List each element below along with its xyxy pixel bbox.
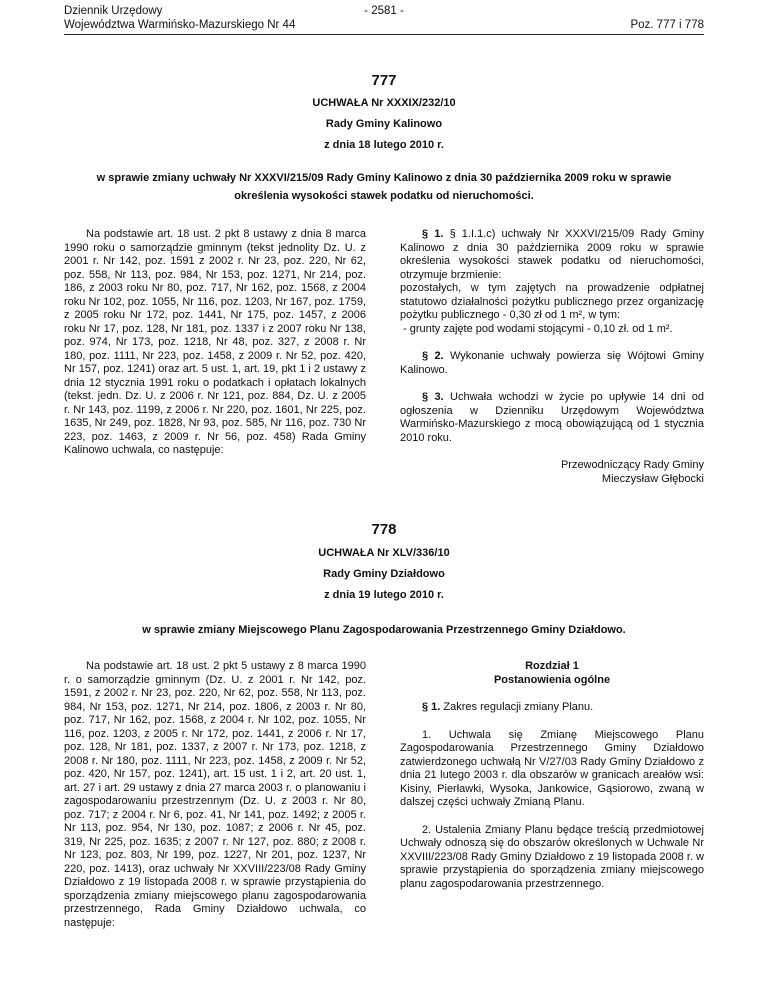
act778-preamble-column <box>64 660 366 930</box>
act778-paragraphs-column <box>400 660 704 891</box>
act778-chapter-title: Postanowienia ogólne <box>493 673 611 686</box>
act777-par1-label: § 1. <box>422 228 444 240</box>
act778-title: UCHWAŁA Nr XLV/336/10 <box>318 547 450 559</box>
act777-preamble-column <box>64 228 366 458</box>
act777-par2 <box>400 350 704 377</box>
act777-par3 <box>400 391 704 445</box>
act777-number: 777 <box>371 72 397 89</box>
act777-par1-line3: - grunty zajęte pod wodami stojącymi - 0,10 zł. od 1 m². <box>403 322 673 335</box>
act778-point1: 1. Uchwala się Zmianę Miejscowego Planu Zagospodarowania Przestrzennego Gminy Działdowo zatwierdzonego uchwałą Nr V/27/03 Rady Gminy Działdowo z dnia 21 lutego 2003 r. dla obszarów w granicach areałów wsi: Kisiny, Pierławki, Wysoka, Jankowice, Gąsiorowo, zwaną w dalszej części uchwały Zmianą Planu. <box>400 728 704 808</box>
journal-line1: Dziennik Urzędowy <box>64 5 163 17</box>
act777-par1-text: § 1.I.1.c) uchwały Nr XXXVI/215/09 Rady Gminy Kalinowo z dnia 30 października 2009 roku w sprawie określenia wysokości stawek podatku od nieruchomości, otrzymuje brzmienie: <box>400 228 704 281</box>
act777-body: Rady Gminy Kalinowo <box>325 118 443 130</box>
act777-signer-role: Przewodniczący Rady Gminy <box>560 459 704 471</box>
act777-par2-text: Wykonanie uchwały powierza się Wójtowi Gminy Kalinowo. <box>400 350 704 376</box>
act777-title: UCHWAŁA Nr XXXIX/232/10 <box>312 97 456 109</box>
act778-par1-label: § 1. <box>422 701 441 713</box>
act777-date: z dnia 18 lutego 2010 r. <box>324 139 444 151</box>
page-number: - 2581 - <box>364 5 404 17</box>
header-divider <box>64 34 704 35</box>
act777-par2-label: § 2. <box>422 350 444 362</box>
act777-subject-line2: określenia wysokości stawek podatku od nieruchomości. <box>234 190 534 202</box>
act778-number: 778 <box>371 521 397 538</box>
act777-par3-label: § 3. <box>422 391 444 403</box>
act778-date: z dnia 19 lutego 2010 r. <box>324 589 444 601</box>
act777-par3-text: Uchwała wchodzi w życie po upływie 14 dni od ogłoszenia w Dzienniku Urzędowym Województwa Warmińsko-Mazurskiego z mocą obowiązującą od 1 stycznia 2010 roku. <box>400 391 704 444</box>
positions-label: Poz. 777 i 778 <box>630 19 704 31</box>
act777-par1-line2: pozostałych, w tym zajętych na prowadzenie odpłatnej statutowo działalności pożytku publicznego przez organizację pożytku publicznego - 0,30 zł od 1 m², w tym: <box>400 282 704 321</box>
act778-body: Rady Gminy Działdowo <box>323 568 445 580</box>
act777-paragraphs-column <box>400 228 704 486</box>
act777-signer-name: Mieczysław Głębocki <box>601 472 704 485</box>
act777-subject-line1: w sprawie zmiany uchwały Nr XXXVI/215/09 Rady Gminy Kalinowo z dnia 30 października 2009 roku w sprawie <box>96 172 672 184</box>
act778-chapter: Rozdział 1 <box>525 660 579 672</box>
act778-point2: 2. Ustalenia Zmiany Planu będące treścią przedmiotowej Uchwały odnoszą się do obszarów określonych w Uchwale Nr XXVIII/223/08 Rady Gminy Działdowo z 19 listopada 2008 r. w sprawie przystąpienia do sporządzenia zmiany miejscowego planu zagospodarowania przestrzennego. <box>400 823 704 890</box>
act777-par1 <box>400 228 704 282</box>
act778-preamble: Na podstawie art. 18 ust. 2 pkt 5 ustawy z 8 marca 1990 r. o samorządzie gminnym (Dz. U. z 2001 r. Nr 142, poz. 1591, z 2002 r. Nr 23, poz. 220, Nr 62, poz. 558, Nr 113, poz. 984, Nr 153, poz. 1271, Nr 214, poz. 1806, z 2003 r. Nr 80, poz. 717, Nr 162, poz. 1568, z 2004 r. Nr 102, poz. 1055, Nr 116, poz. 1203, z 2005 r. Nr 172, poz. 1441, z 2006 r. Nr 17, poz. 128, Nr 181, poz. 1337, z 2007 r. Nr 173, poz. 1218, z 2008 r. Nr 180, poz. 1111, Nr 223, poz. 1458, z 2009 r. Nr 52, poz. 420, Nr 157, poz. 1241), art. 15 ust. 1 i 2, art. 20 ust. 1, art. 27 i art. 29 ustawy z dnia 27 marca 2003 r. o planowaniu i zagospodarowaniu przestrzennym (Dz. U. z 2003 r. Nr 80, poz. 717; z 2004 r. Nr 6, poz. 41, Nr 141, poz. 1492; z 2005 r. Nr 113, poz. 954, Nr 130, poz. 1087; z 2006 r. Nr 45, poz. 319, Nr 225, poz. 1635; z 2007 r. Nr 127, poz. 880; z 2008 r. Nr 123, poz. 803, Nr 199, poz. 1227, Nr 201, poz. 1237, Nr 220, poz. 1413), oraz uchwały Nr XXVIII/223/08 Rady Gminy Działdowo z 19 listopada 2008 r. w sprawie przystąpienia do sporządzenia zmiany miejscowego planu zagospodarowania przestrzennego, Rada Gminy Działdowo uchwala, co następuje: <box>64 660 366 929</box>
act778-subject: w sprawie zmiany Miejscowego Planu Zagospodarowania Przestrzennego Gminy Działdowo. <box>142 624 626 636</box>
journal-line2: Województwa Warmińsko-Mazurskiego Nr 44 <box>64 19 296 31</box>
act778-par1-text: Zakres regulacji zmiany Planu. <box>443 701 594 713</box>
act778-par1 <box>400 701 704 715</box>
act777-preamble: Na podstawie art. 18 ust. 2 pkt 8 ustawy z dnia 8 marca 1990 roku o samorządzie gminnym (tekst jednolity Dz. U. z 2001 r. Nr 142, poz. 1591 z 2002 r. Nr 23, poz. 220, Nr 62, poz. 558, Nr 113, poz. 984, Nr 153, poz. 1271, Nr 214, poz. 186, z 2003 roku Nr 80, poz. 717, Nr 162, poz. 1568, z 2004 roku Nr 102, poz. 1055, Nr 116, poz. 1203, Nr 167, poz. 1759, z 2005 roku Nr 172, poz. 1441, Nr 175, poz. 1457, z 2006 roku Nr 17, poz. 128, Nr 181, poz. 1337 i z 2007 roku Nr 138, poz. 974, Nr 173, poz. 1218, Nr 48, poz. 327, z 2008 r. Nr 180, poz. 1111, Nr 223, poz. 1458, z 2009 r. Nr 52, poz. 420, Nr 157, poz. 1241) oraz art. 5 ust. 1, art. 19, pkt 1 i 2 ustawy z dnia 12 stycznia 1991 roku o podatkach i opłatach lokalnych (tekst. jedn. Dz. U. z 2006 r. Nr 121, poz. 884, Dz. U. z 2005 r. Nr 143, poz. 1199, z 2006 r. Nr 220, poz. 1601, Nr 225, poz. 1635, Nr 249, poz. 1828, Nr 93, poz. 585, Nr 116, poz. 730 Nr 223, poz. 1463, z 2009 r. Nr 56, poz. 458) Rada Gminy Kalinowo uchwala, co następuje: <box>64 228 366 456</box>
